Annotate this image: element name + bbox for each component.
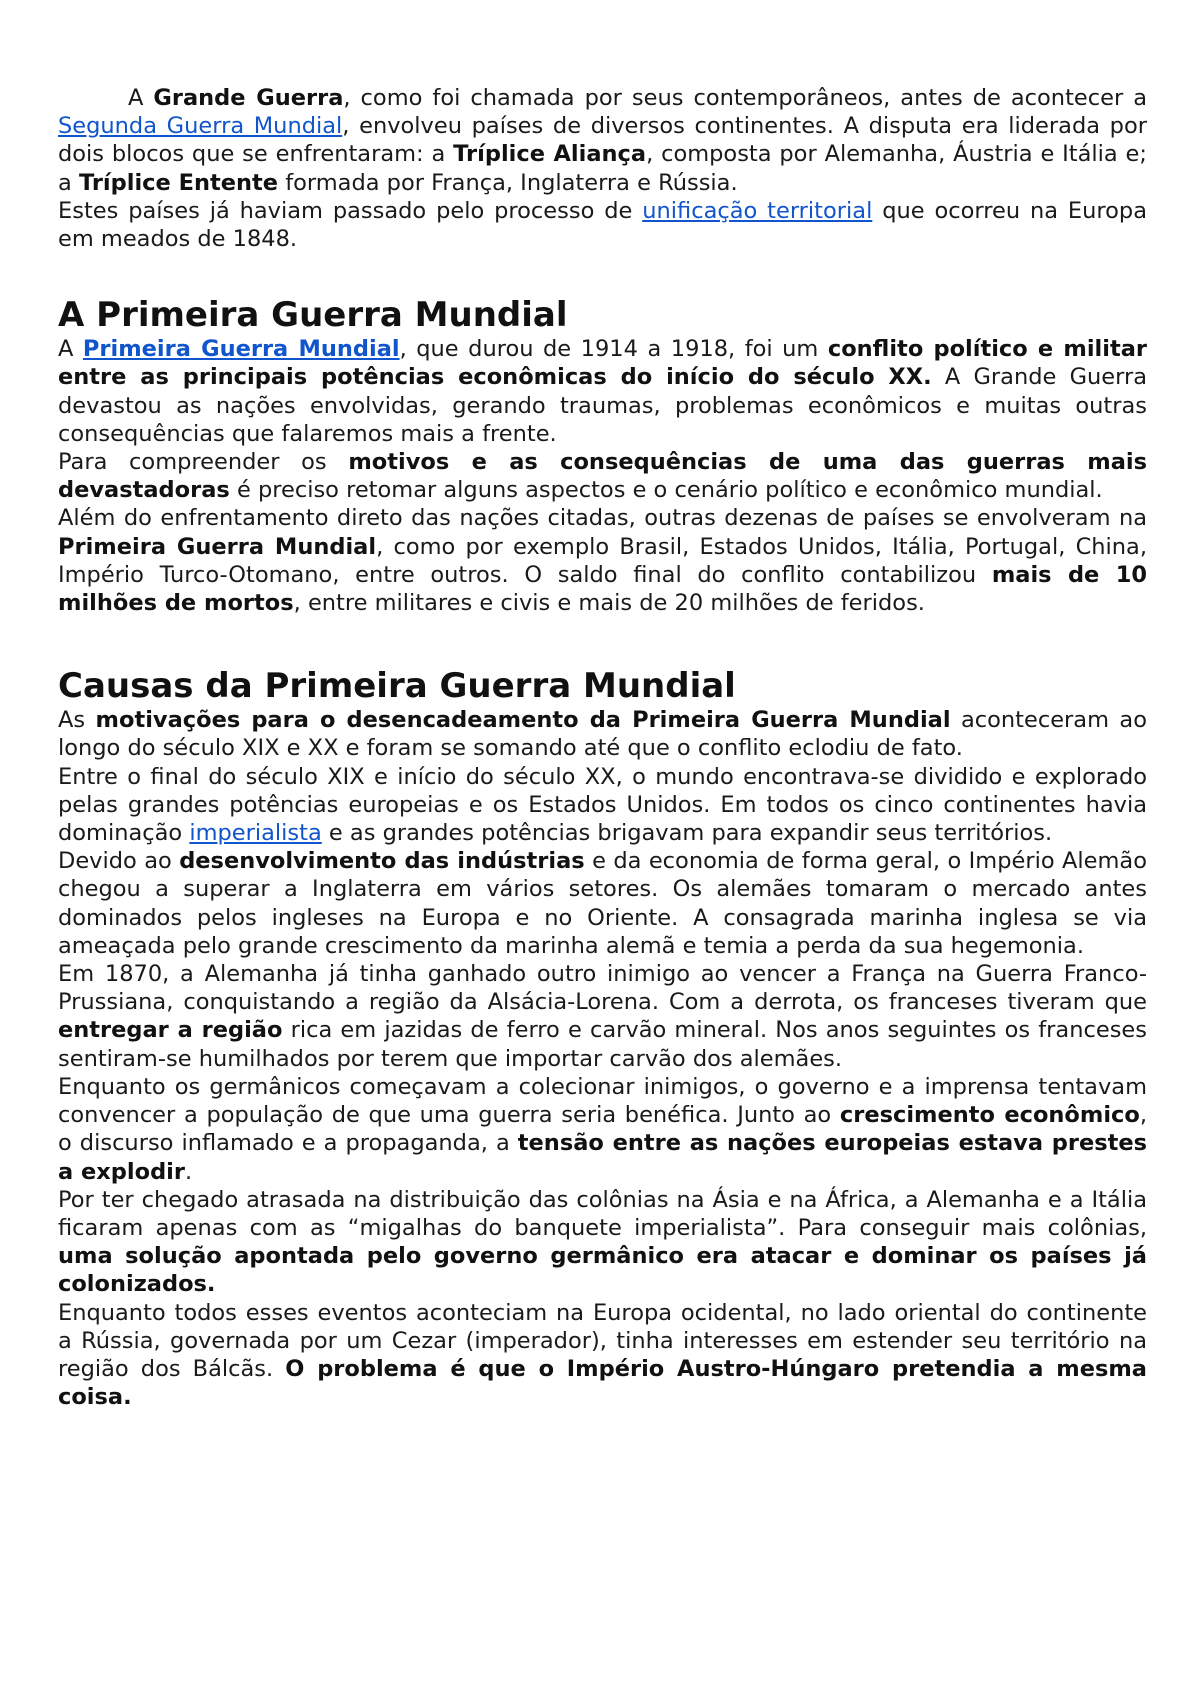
text-span: formada por França, Inglaterra e Rússia.: [278, 169, 738, 196]
text-span: aconteceram ao longo do século XIX e XX e foram se somando até que o conflito eclodiu de fato.: [58, 707, 1147, 762]
bold-text: O problema é que o Império Austro-Húngaro pretendia a mesma coisa.: [58, 1355, 1147, 1411]
text-span: , como por exemplo Brasil, Estados Unidos, Itália, Portugal, China, Império Turco-Otomano, entre outros. O saldo final do conflito contabilizou: [58, 533, 1147, 588]
bold-text: motivos e as consequências de uma das guerras mais devastadoras: [58, 449, 1147, 504]
bold-triplice-alianca: Tríplice Aliança: [453, 141, 647, 168]
text-span: Em 1870, a Alemanha já tinha ganhado outro inimigo ao vencer a França na Guerra Franco-Prussiana, conquistando a região da Alsácia-Lorena. Com a derrota, os franceses tiveram que: [58, 961, 1147, 1016]
intro-paragraph: [58, 84, 1147, 197]
text-span: Para compreender os: [58, 449, 349, 476]
text-span: Por ter chegado atrasada na distribuição das colônias na Ásia e na África, a Alemanha e a Itália ficaram apenas com as “migalhas do banquete imperialista”. Para conseguir mais colônias,: [58, 1186, 1147, 1241]
bold-text: conflito político e militar entre as principais potências econômicas do início do século XX.: [58, 336, 1148, 391]
text-span: Devido ao: [58, 848, 180, 875]
section2-paragraph-1: [58, 706, 1147, 762]
link-unificacao-territorial[interactable]: unificação territorial: [642, 197, 873, 224]
text-span: , como foi chamada por seus contemporâneos, antes de acontecer a: [343, 85, 1148, 111]
bold-text: uma solução apontada pelo governo germânico era atacar e dominar os países já colonizados.: [58, 1243, 1147, 1298]
text-span: Enquanto todos esses eventos aconteciam na Europa ocidental, no lado oriental do continente a Rússia, governada por um Cezar (imperador), tinha interesses em estender seu território na região dos Bálcãs.: [58, 1299, 1147, 1382]
text-span: e da economia de forma geral, o Império Alemão chegou a superar a Inglaterra em vários setores. Os alemães tomaram o mercado antes dominados pelos ingleses na Europa e no Oriente. A consagrada marinha inglesa se via ameaçada pelo grande crescimento da marinha alemã e temia a perda da sua hegemonia.: [58, 848, 1147, 959]
text-span: , composta por Alemanha, Áustria e Itália e; a: [58, 141, 1147, 196]
link-primeira-guerra-mundial[interactable]: Primeira Guerra Mundial: [82, 336, 400, 363]
bold-text: motivações para o desencadeamento da Primeira Guerra Mundial: [95, 707, 951, 734]
text-span: A: [128, 85, 154, 111]
bold-text: desenvolvimento das indústrias: [179, 848, 585, 875]
section2-paragraph-5: [58, 1073, 1147, 1186]
bold-grande-guerra: Grande Guerra: [153, 85, 344, 111]
bold-text: tensão entre as nações europeias estava prestes a explodir: [58, 1130, 1148, 1185]
section1-paragraph-1: [58, 335, 1147, 448]
section-heading-primeira-guerra: A Primeira Guerra Mundial: [58, 295, 568, 336]
text-span: As: [58, 707, 96, 734]
text-span: que ocorreu na Europa em meados de 1848.: [58, 197, 1147, 253]
bold-triplice-entente: Tríplice Entente: [78, 169, 279, 196]
intro-paragraph-2: [58, 197, 1147, 253]
section1-paragraph-3: [58, 504, 1147, 617]
bold-text: mais de 10 milhões de mortos: [58, 561, 1148, 617]
bold-text: Primeira Guerra Mundial: [58, 533, 377, 560]
text-span: , entre militares e civis e mais de 20 milhões de feridos.: [293, 590, 925, 617]
text-span: Estes países já haviam passado pelo processo de: [58, 197, 643, 224]
text-span: e as grandes potências brigavam para expandir seus territórios.: [321, 820, 1053, 847]
link-imperialista[interactable]: imperialista: [189, 820, 322, 847]
text-span: Enquanto os germânicos começavam a colecionar inimigos, o governo e a imprensa tentavam convencer a população de que uma guerra seria benéfica. Junto ao: [58, 1073, 1147, 1129]
link-segunda-guerra-mundial[interactable]: Segunda Guerra Mundial: [58, 113, 343, 140]
text-span: rica em jazidas de ferro e carvão mineral. Nos anos seguintes os franceses sentiram-se humilhados por terem que importar carvão dos alemães.: [58, 1017, 1147, 1072]
bold-text: crescimento econômico: [839, 1102, 1140, 1129]
text-span: A: [58, 336, 83, 363]
text-span: A Grande Guerra devastou as nações envolvidas, gerando traumas, problemas econômicos e muitas outras consequências que falaremos mais a frente.: [58, 364, 1147, 447]
text-span: Além do enfrentamento direto das nações citadas, outras dezenas de países se envolveram na: [58, 505, 1147, 532]
text-span: é preciso retomar alguns aspectos e o cenário político e econômico mundial.: [229, 477, 1103, 504]
text-span: Entre o final do século XIX e início do século XX, o mundo encontrava-se dividido e explorado pelas grandes potências europeias e os Estados Unidos. Em todos os cinco continentes havia dominação: [58, 763, 1147, 847]
section2-paragraph-4: [58, 960, 1147, 1073]
section2-paragraph-3: [58, 847, 1147, 960]
text-span: , que durou de 1914 a 1918, foi um: [399, 336, 828, 363]
text-span: , envolveu países de diversos continentes. A disputa era liderada por dois blocos que se enfrentaram: a: [58, 113, 1147, 168]
text-span: .: [184, 1158, 193, 1185]
bold-text: entregar a região: [58, 1017, 283, 1044]
section1-paragraph-2: [58, 448, 1147, 504]
section2-paragraph-7: [58, 1299, 1147, 1412]
text-span: , o discurso inflamado e a propaganda, a: [58, 1102, 1147, 1157]
section2-paragraph-2: [58, 763, 1147, 848]
section2-paragraph-6: [58, 1186, 1147, 1299]
document-page: [58, 84, 1147, 1411]
section-heading-causas: Causas da Primeira Guerra Mundial: [58, 666, 736, 707]
